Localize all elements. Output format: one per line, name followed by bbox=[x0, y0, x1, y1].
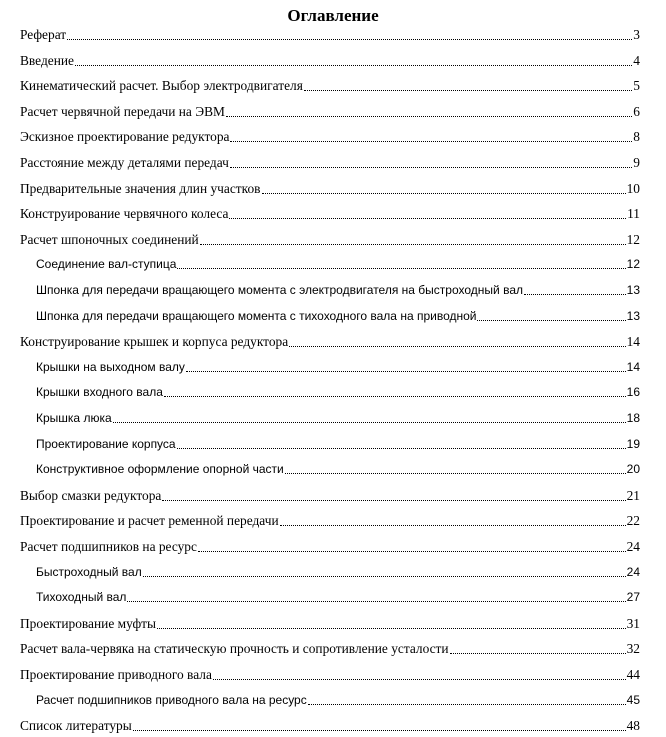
toc-entry-text: Шпонка для передачи вращающего момента с тихоходного вала на приводной bbox=[36, 308, 477, 323]
toc-entry-text: Расчет червячной передачи на ЭВМ bbox=[20, 103, 225, 119]
toc-page-number: 16 bbox=[626, 385, 640, 400]
toc-dot-leader bbox=[162, 500, 625, 501]
toc-page-number: 12 bbox=[626, 231, 640, 247]
toc-dot-leader bbox=[229, 218, 626, 219]
toc-page-number: 32 bbox=[626, 641, 640, 657]
toc-page-number: 24 bbox=[626, 564, 640, 579]
toc-entry[interactable] bbox=[20, 232, 640, 248]
toc-entry[interactable] bbox=[20, 718, 640, 734]
toc-page-number: 4 bbox=[633, 52, 640, 68]
toc-entry-text: Выбор смазки редуктора bbox=[20, 487, 162, 503]
toc-entry[interactable] bbox=[20, 206, 640, 222]
toc-dot-leader bbox=[200, 244, 626, 245]
toc-page-number: 24 bbox=[626, 539, 640, 554]
toc-entry[interactable] bbox=[36, 257, 640, 272]
toc-dot-leader bbox=[198, 551, 626, 552]
toc-entry-text: Конструирование крышек и корпуса редуктора bbox=[20, 334, 289, 350]
toc-dot-leader bbox=[157, 628, 626, 629]
toc-dot-leader bbox=[230, 141, 632, 142]
toc-dot-leader bbox=[133, 730, 626, 731]
toc-entry-text: Расчет шпоночных соединений bbox=[20, 231, 199, 247]
toc-page-number: 10 bbox=[626, 180, 640, 196]
toc-entry-text: Проектирование и расчет ременной передачи bbox=[20, 513, 279, 529]
toc-title: Оглавление bbox=[287, 6, 379, 25]
toc-dot-leader bbox=[230, 167, 632, 168]
toc-page-number: 14 bbox=[626, 334, 640, 350]
toc-entry[interactable] bbox=[36, 693, 640, 708]
toc-entry[interactable] bbox=[36, 437, 640, 452]
toc-page-number: 45 bbox=[626, 692, 640, 707]
toc-dot-leader bbox=[143, 576, 626, 577]
toc-entry-text: Введение bbox=[20, 52, 74, 68]
toc-entry[interactable] bbox=[36, 590, 640, 605]
toc-entry[interactable] bbox=[20, 78, 640, 94]
toc-entry-text: Тихоходный вал bbox=[36, 590, 127, 605]
toc-entry[interactable] bbox=[20, 181, 640, 197]
toc-dot-leader bbox=[164, 396, 626, 397]
toc-dot-leader bbox=[289, 346, 625, 347]
toc-page-number: 5 bbox=[633, 78, 640, 94]
toc-entry[interactable] bbox=[20, 104, 640, 120]
toc-dot-leader bbox=[524, 294, 626, 295]
toc-entry[interactable] bbox=[36, 385, 640, 400]
toc-entry[interactable] bbox=[20, 641, 640, 657]
toc-page-number: 11 bbox=[627, 206, 640, 222]
toc-entry-text: Крышки на выходном валу bbox=[36, 359, 185, 374]
toc-page-number: 8 bbox=[633, 129, 640, 145]
toc-entry[interactable] bbox=[36, 309, 640, 324]
toc-page-number: 12 bbox=[626, 257, 640, 272]
toc-entry[interactable] bbox=[36, 283, 640, 298]
toc-page-number: 27 bbox=[626, 590, 640, 605]
toc-dot-leader bbox=[177, 448, 626, 449]
toc-entry-text: Расчет подшипников приводного вала на ресурс bbox=[36, 692, 307, 707]
toc-entry[interactable] bbox=[20, 513, 640, 529]
toc-page-number: 6 bbox=[633, 103, 640, 119]
toc-entry-text: Быстроходный вал bbox=[36, 564, 142, 579]
toc-entry-text: Кинематический расчет. Выбор электродвигателя bbox=[20, 78, 303, 94]
toc-entry-text: Эскизное проектирование редуктора bbox=[20, 129, 230, 145]
toc-page-number: 13 bbox=[626, 308, 640, 323]
toc-page-number: 22 bbox=[626, 513, 640, 529]
toc-dot-leader bbox=[75, 65, 632, 66]
toc-page-number: 13 bbox=[626, 283, 640, 297]
toc-page-number: 20 bbox=[626, 462, 640, 477]
toc-page-number: 14 bbox=[626, 359, 640, 374]
toc-entry[interactable] bbox=[36, 462, 640, 477]
toc-entry-text: Расстояние между деталями передач bbox=[20, 155, 229, 170]
toc-page-number: 21 bbox=[626, 487, 640, 503]
toc-page-number: 31 bbox=[626, 615, 640, 631]
toc-entry-text: Расчет подшипников на ресурс bbox=[20, 539, 197, 554]
toc-entry[interactable] bbox=[20, 539, 640, 555]
toc-dot-leader bbox=[280, 525, 626, 526]
toc-entry-text: Конструирование червячного колеса bbox=[20, 206, 229, 222]
toc-entry-text: Крышки входного вала bbox=[36, 385, 163, 400]
toc-entry-text: Список литературы bbox=[20, 718, 132, 734]
toc-entry[interactable] bbox=[20, 667, 640, 683]
toc-dot-leader bbox=[450, 653, 626, 654]
toc-dot-leader bbox=[186, 371, 626, 372]
toc-entry-text: Расчет вала-червяка на статическую прочность и сопротивление усталости bbox=[20, 641, 449, 657]
toc-page-number: 44 bbox=[626, 667, 640, 682]
toc-entry[interactable] bbox=[36, 565, 640, 580]
toc-page-number: 19 bbox=[626, 436, 640, 451]
toc-entry[interactable] bbox=[20, 488, 640, 504]
toc-entry[interactable] bbox=[36, 360, 640, 375]
toc-dot-leader bbox=[308, 704, 626, 705]
toc-entry[interactable] bbox=[20, 27, 640, 43]
toc-entry-text: Соединение вал-ступица bbox=[36, 257, 177, 272]
toc-entry[interactable] bbox=[36, 411, 640, 426]
toc-entry[interactable] bbox=[20, 616, 640, 632]
toc-dot-leader bbox=[226, 116, 632, 117]
toc-dot-leader bbox=[67, 39, 632, 40]
toc-entry[interactable] bbox=[20, 334, 640, 350]
toc-entry-text: Крышка люка bbox=[36, 411, 112, 425]
toc-dot-leader bbox=[285, 473, 626, 474]
toc-dot-leader bbox=[127, 601, 625, 602]
toc-entry-text: Реферат bbox=[20, 27, 67, 42]
toc-dot-leader bbox=[213, 679, 626, 680]
toc-dot-leader bbox=[262, 193, 626, 194]
toc-page-number: 9 bbox=[633, 155, 640, 170]
toc-entry[interactable] bbox=[20, 129, 640, 145]
toc-entry-text: Предварительные значения длин участков bbox=[20, 180, 261, 196]
toc-entry[interactable] bbox=[20, 53, 640, 69]
toc-dot-leader bbox=[304, 90, 632, 91]
toc-entry-text: Проектирование муфты bbox=[20, 615, 156, 631]
toc-entry-text: Конструктивное оформление опорной части bbox=[36, 462, 284, 477]
toc-entry-text: Шпонка для передачи вращающего момента с электродвигателя на быстроходный вал bbox=[36, 283, 523, 297]
toc-page-number: 18 bbox=[626, 411, 640, 425]
toc-dot-leader bbox=[113, 422, 626, 423]
toc-entry-text: Проектирование приводного вала bbox=[20, 667, 212, 682]
toc-entry-text: Проектирование корпуса bbox=[36, 436, 176, 451]
toc-page-number: 48 bbox=[626, 718, 640, 734]
toc-dot-leader bbox=[177, 268, 625, 269]
toc-entry[interactable] bbox=[20, 155, 640, 171]
toc-dot-leader bbox=[477, 320, 625, 321]
toc-page-number: 3 bbox=[633, 27, 640, 42]
